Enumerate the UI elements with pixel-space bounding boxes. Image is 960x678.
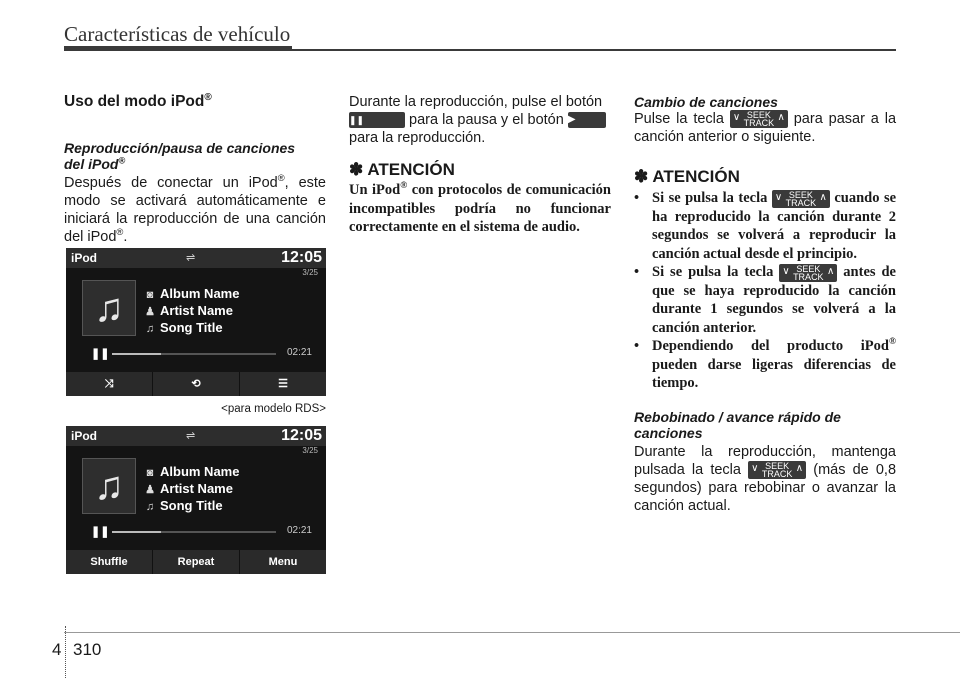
- section-heading: Uso del modo iPod®: [64, 91, 212, 110]
- artist-line: ♟ Artist Name: [145, 303, 233, 318]
- pause-icon: ❚❚: [91, 348, 110, 360]
- shuffle-icon[interactable]: ⤨: [66, 372, 153, 396]
- seek-track-key-icon: ∨ SEEK TRACK ∧: [730, 110, 788, 128]
- header-rule-thick: [64, 46, 292, 51]
- track-count: 3/25: [302, 268, 318, 277]
- page-header-title: Características de vehículo: [64, 22, 291, 46]
- artist-icon: ♟: [145, 484, 155, 496]
- paragraph-pause-play: Durante la reproducción, pulse el botón ❚❚ para la pausa y el botón ▶ para la reproducción.: [349, 93, 611, 147]
- screen-mode-label: iPod: [71, 251, 97, 265]
- paragraph-connect: Después de conectar un iPod®, este modo se activará automáticamente e iniciará la reproducción de una canción del iPod®.: [64, 172, 326, 245]
- album-art-icon: ♫: [82, 280, 136, 336]
- attention-text: Un iPod® con protocolos de comunicación incompatibles podría no funcionar correctamente en el sistema de audio.: [349, 181, 611, 235]
- song-line: ♫ Song Title: [145, 498, 223, 513]
- song-line: ♫ Song Title: [145, 320, 223, 335]
- page-number: 310: [73, 640, 102, 659]
- bullet-item: • Si se pulsa la tecla ∨ SEEK TRACK ∧ antes de que se haya reproducido la canción durante 1 segundos se volverá a la canción anterior.: [634, 263, 896, 336]
- album-art-icon: ♫: [82, 458, 136, 514]
- screen-clock: 12:05: [281, 249, 322, 266]
- bullet-item: • Dependiendo del producto iPod® pueden darse ligeras diferencias de tiempo.: [634, 337, 896, 392]
- paragraph-change-song: Pulse la tecla ∨ SEEK TRACK ∧ para pasar a la canción anterior o siguiente.: [634, 110, 897, 146]
- chapter-number: 4: [52, 640, 62, 659]
- seek-track-key-icon: ∨ SEEK TRACK ∧: [772, 190, 830, 208]
- progress-fill: [112, 531, 161, 533]
- song-icon: ♫: [145, 501, 155, 513]
- screen-mode-label: iPod: [71, 429, 97, 443]
- repeat-button[interactable]: Repeat: [153, 550, 240, 574]
- album-line: ◙ Album Name: [144, 286, 239, 301]
- menu-button[interactable]: Menu: [240, 550, 326, 574]
- pause-icon: ❚❚: [91, 526, 110, 538]
- attention-title: ✽ ATENCIÓN: [349, 160, 455, 179]
- ipod-screen-rds: [66, 248, 326, 396]
- artist-icon: ♟: [145, 306, 155, 318]
- usb-icon: ⇌: [186, 430, 196, 442]
- album-icon: ◙: [146, 289, 154, 301]
- track-count: 3/25: [302, 446, 318, 455]
- subheading-play-pause: Reproducción/pausa de canciones del iPod®: [64, 140, 296, 172]
- paragraph-rewind-ff: Durante la reproducción, mantenga pulsada la tecla ∨ SEEK TRACK ∧ (más de 0,8 segundos) para rebobinar o avanzar la canción actual.: [634, 444, 897, 515]
- caption-rds: <para modelo RDS>: [221, 403, 326, 415]
- progress-track: [112, 531, 276, 533]
- attention-title-2: ✽ ATENCIÓN: [634, 167, 740, 186]
- album-icon: ◙: [146, 467, 154, 479]
- header-rule-thin: [292, 49, 896, 51]
- screen-clock: 12:05: [281, 427, 322, 444]
- usb-icon: ⇌: [186, 252, 196, 264]
- elapsed-time: 02:21: [286, 347, 312, 358]
- seek-track-key-icon: ∨ SEEK TRACK ∧: [779, 264, 837, 282]
- menu-icon[interactable]: ☰: [240, 372, 326, 396]
- bullet-item: • Si se pulsa la tecla ∨ SEEK TRACK ∧ cuando se ha reproducido la canción durante 2 segundos se volverá a reproducir la canción actual desde el principio.: [634, 189, 897, 262]
- artist-line: ♟ Artist Name: [145, 481, 233, 496]
- repeat-icon[interactable]: ⟲: [153, 372, 240, 396]
- subheading-rewind-ff: Rebobinado / avance rápido de canciones: [634, 409, 841, 441]
- progress-fill: [112, 353, 161, 355]
- play-button-icon: ▶: [568, 112, 606, 128]
- ipod-screen-standard: [66, 426, 326, 574]
- elapsed-time: 02:21: [286, 525, 312, 536]
- attention-bullets: [634, 189, 896, 393]
- subheading-change-song: Cambio de canciones: [634, 94, 778, 110]
- progress-track: [112, 353, 276, 355]
- pause-button-icon: ❚❚: [349, 112, 405, 128]
- screen-soft-keys: [66, 372, 326, 396]
- shuffle-button[interactable]: Shuffle: [66, 550, 153, 574]
- screen-soft-keys: [66, 550, 326, 574]
- song-icon: ♫: [145, 323, 155, 335]
- footer-divider: [65, 626, 66, 678]
- seek-track-key-icon: ∨ SEEK TRACK ∧: [748, 461, 806, 479]
- album-line: ◙ Album Name: [144, 464, 239, 479]
- footer-rule: [64, 632, 960, 633]
